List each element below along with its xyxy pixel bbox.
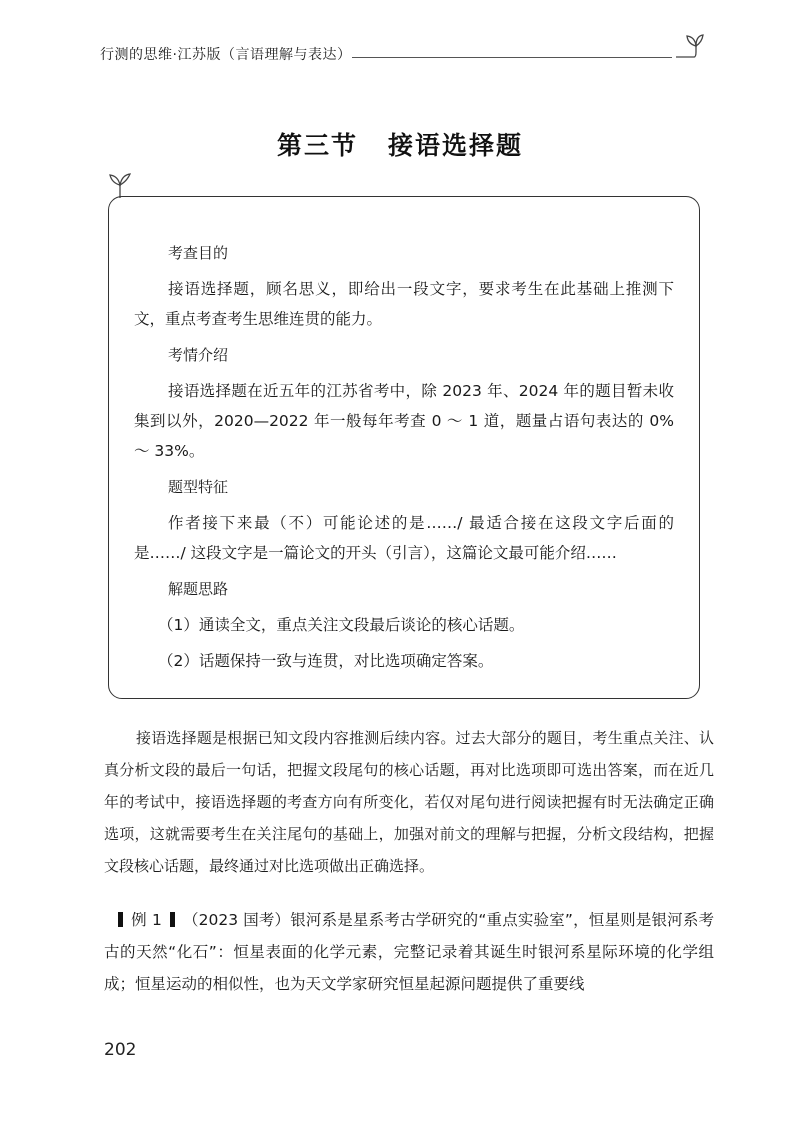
header-rule (352, 57, 672, 58)
body-paragraph-text: 接语选择题是根据已知文段内容推测后续内容。过去大部分的题目，考生重点关注、认真分析文段的最后一句话，把握文段尾句的核心话题，再对比选项即可选出答案，而在近几年的考试中，接语选择题的考查方向有所变化，若仅对尾句进行阅读把握有时无法确定正确选项，这就需要考生在关注尾句的基础上，加强对前文的理解与把握，分析文段结构，把握文段核心话题，最终通过对比选项做出正确选择。 (104, 729, 714, 875)
body-paragraph (104, 722, 714, 882)
page-number: 202 (104, 1040, 137, 1060)
features-text: 作者接下来最（不）可能论述的是……/ 最适合接在这段文字后面的是……/ 这段文字是一篇论文的开头（引言），这篇论文最可能介绍…… (134, 514, 674, 562)
running-header: 行测的思维·江苏版（言语理解与表达） (100, 47, 352, 63)
sprout-icon (106, 166, 140, 200)
marker-bar (170, 912, 175, 927)
approach-item: （2）话题保持一致与连贯，对比选项确定答案。 (158, 652, 494, 670)
heading-exam-info: 考情介绍 (168, 346, 229, 364)
heading-approach: 解题思路 (168, 580, 229, 598)
section-number: 第三节 (276, 131, 358, 160)
example-label: 例 1 (131, 911, 162, 929)
heading-purpose: 考查目的 (168, 244, 229, 262)
heading-features: 题型特征 (168, 478, 229, 496)
info-box-content (134, 236, 674, 676)
purpose-text: 接语选择题，顾名思义，即给出一段文字，要求考生在此基础上推测下文，重点考查考生思维连贯的能力。 (134, 280, 674, 328)
example-text: （2023 国考）银河系是星系考古学研究的“重点实验室”，恒星则是银河系考古的天然“化石”：恒星表面的化学元素，完整记录着其诞生时银河系星际环境的化学组成；恒星运动的相似性，也为天文学家研究恒星起源问题提供了重要线 (104, 911, 714, 993)
section-name: 接语选择题 (388, 131, 524, 160)
example-block (104, 904, 714, 1000)
section-title (0, 126, 800, 162)
marker-bar (118, 912, 123, 927)
exam-info-text: 接语选择题在近五年的江苏省考中，除 2023 年、2024 年的题目暂未收集到以外，2020—2022 年一般每年考查 0 ～ 1 道，题量占语句表达的 0% ～ 33%。 (134, 382, 674, 460)
approach-item: （1）通读全文，重点关注文段最后谈论的核心话题。 (158, 616, 525, 634)
sprout-icon (672, 30, 706, 64)
